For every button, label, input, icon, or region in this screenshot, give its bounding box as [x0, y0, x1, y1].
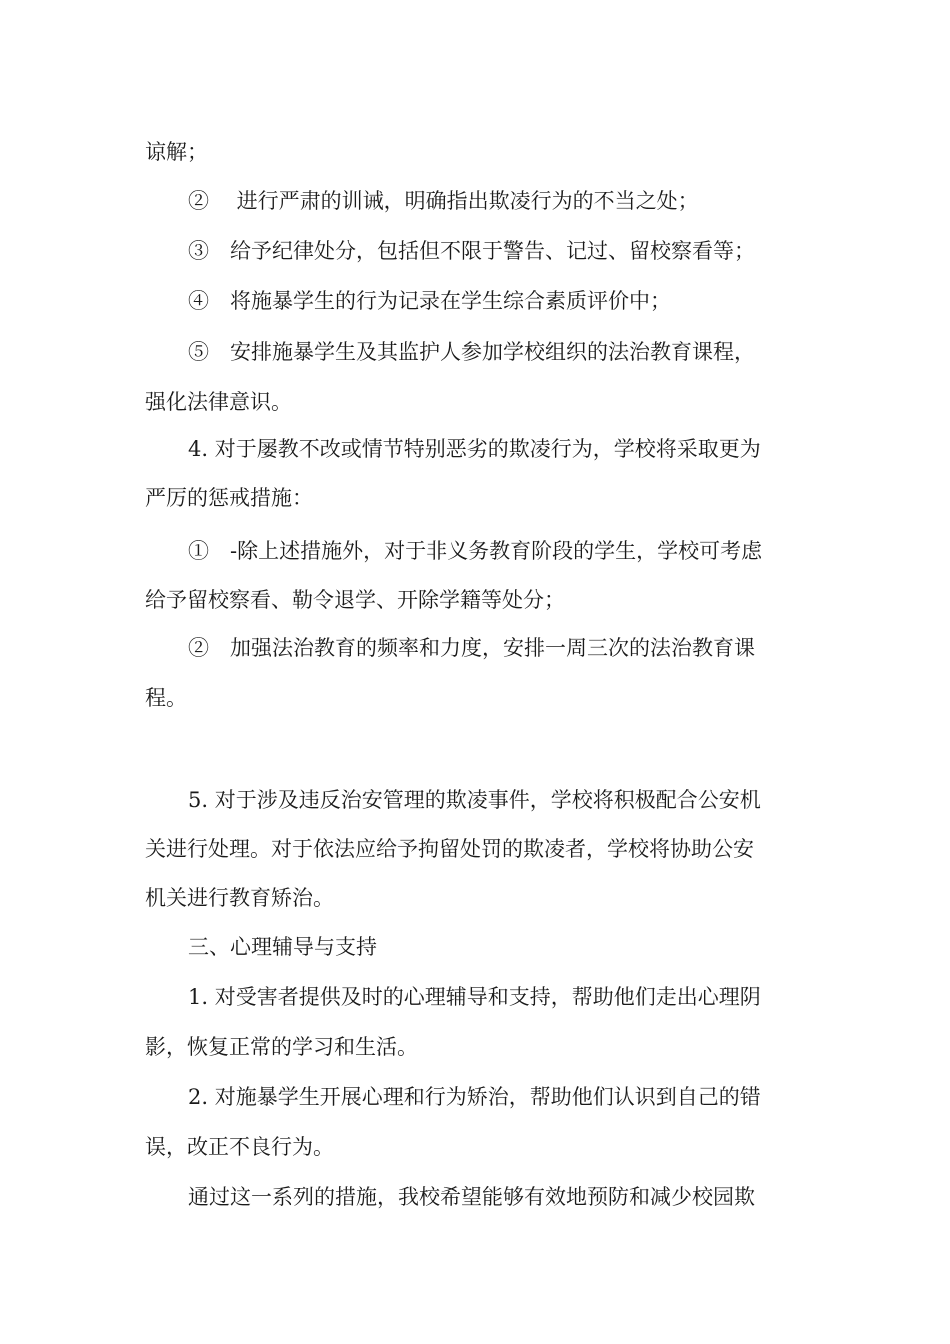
text-line: 给予留校察看、勒令退学、开除学籍等处分； [145, 588, 565, 612]
list-item: ② 加强法治教育的频率和力度，安排一周三次的法治教育课 [188, 636, 755, 660]
list-item: ③ 给予纪律处分，包括但不限于警告、记过、留校察看等； [188, 239, 755, 263]
list-item: ② 进行严肃的训诫，明确指出欺凌行为的不当之处； [188, 189, 699, 213]
text-line: 影，恢复正常的学习和生活。 [145, 1035, 418, 1059]
text-line: 严厉的惩戒措施： [145, 486, 313, 510]
text-line: 程。 [145, 686, 187, 710]
list-item: ④ 将施暴学生的行为记录在学生综合素质评价中； [188, 289, 671, 313]
list-item: ⑤ 安排施暴学生及其监护人参加学校组织的法治教育课程， [188, 340, 755, 364]
paragraph: 通过这一系列的措施，我校希望能够有效地预防和减少校园欺 [188, 1185, 755, 1209]
numbered-paragraph: 2. 对施暴学生开展心理和行为矫治，帮助他们认识到自己的错 [188, 1085, 761, 1109]
numbered-paragraph: 5. 对于涉及违反治安管理的欺凌事件，学校将积极配合公安机 [188, 788, 761, 812]
text-line: 关进行处理。对于依法应给予拘留处罚的欺凌者，学校将协助公安 [145, 837, 754, 861]
text-line: 机关进行教育矫治。 [145, 886, 334, 910]
text-line: 谅解； [145, 140, 208, 164]
list-item: ① -除上述措施外，对于非义务教育阶段的学生，学校可考虑 [188, 539, 763, 563]
text-line: 误，改正不良行为。 [145, 1135, 334, 1159]
section-heading: 三、心理辅导与支持 [188, 935, 377, 959]
numbered-paragraph: 1. 对受害者提供及时的心理辅导和支持，帮助他们走出心理阴 [188, 985, 761, 1009]
numbered-paragraph: 4. 对于屡教不改或情节特别恶劣的欺凌行为，学校将采取更为 [188, 437, 761, 461]
text-line: 强化法律意识。 [145, 390, 292, 414]
